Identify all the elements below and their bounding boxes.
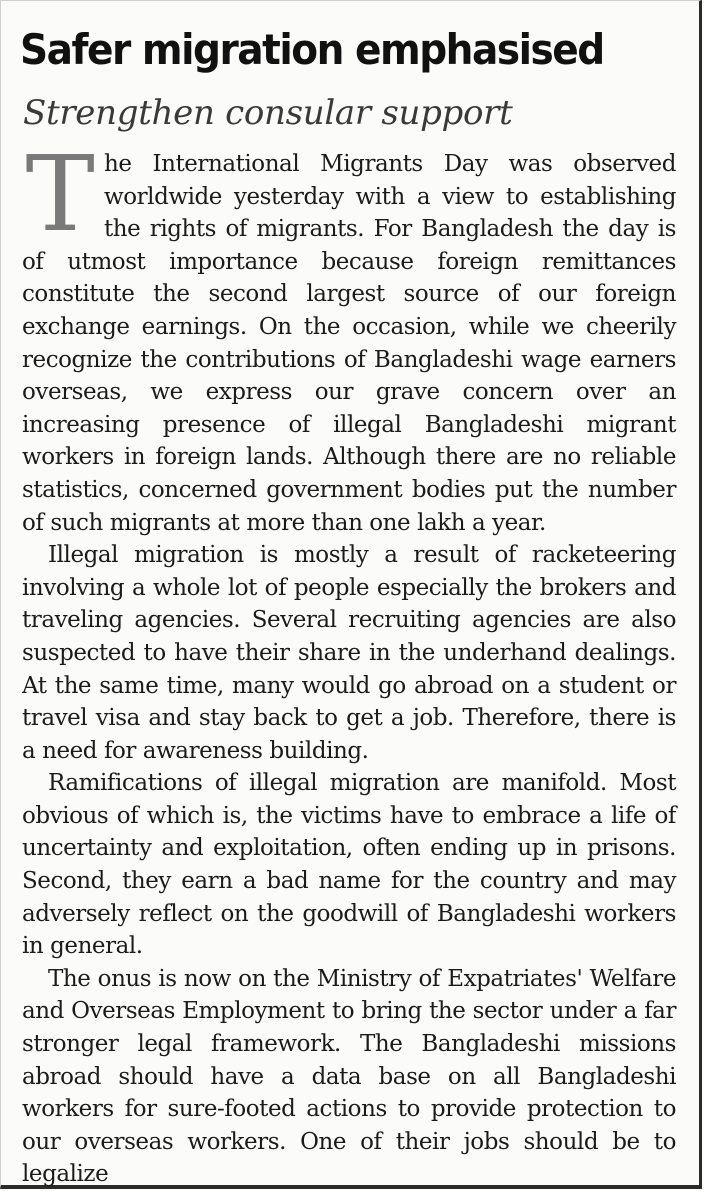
paragraph-3: Ramifications of illegal migration are manifold. Most obvious of which is, the victims have to embrace a life of uncertainty and exploitation, often ending up in prisons. Second, they earn a bad name for the country and may adversely reflect on the goodwill of Bangladeshi workers in general. [22,770,676,960]
paragraph-1-text: he International Migrants Day was observed worldwide yesterday with a view to establishing the rights of migrants. For Bangladesh the day is of utmost importance because foreign remittances constitute the second largest source of our foreign exchange earnings. On the occasion, while we cheerily recognize the contributions of Bangladeshi wage earners overseas, we express our grave concern over an increasing presence of illegal Bangladeshi migrant workers in foreign lands. Although there are no reliable statistics, concerned government bodies put the number of such migrants at more than one lakh a year. [22,151,676,536]
drop-cap: T [25,133,95,255]
article-body [22,133,676,1191]
paragraph-1 [22,133,676,539]
paragraph-2: Illegal migration is mostly a result of racketeering involving a whole lot of people especially the brokers and traveling agencies. Several recruiting agencies are also suspected to have their share in the underhand dealings. At the same time, many would go abroad on a student or travel visa and stay back to get a job. Therefore, there is a need for awareness building. [22,542,676,764]
paragraph-4: The onus is now on the Ministry of Expatriates' Welfare and Overseas Employment to bring the sector under a far stronger legal framework. The Bangladeshi missions abroad should have a data base on all Bangladeshi workers for sure-footed actions to provide protection to our overseas workers. One of their jobs should be to legalize [22,965,676,1188]
subheadline: Strengthen consular support [23,93,513,133]
headline: Safer migration emphasised [20,25,604,74]
